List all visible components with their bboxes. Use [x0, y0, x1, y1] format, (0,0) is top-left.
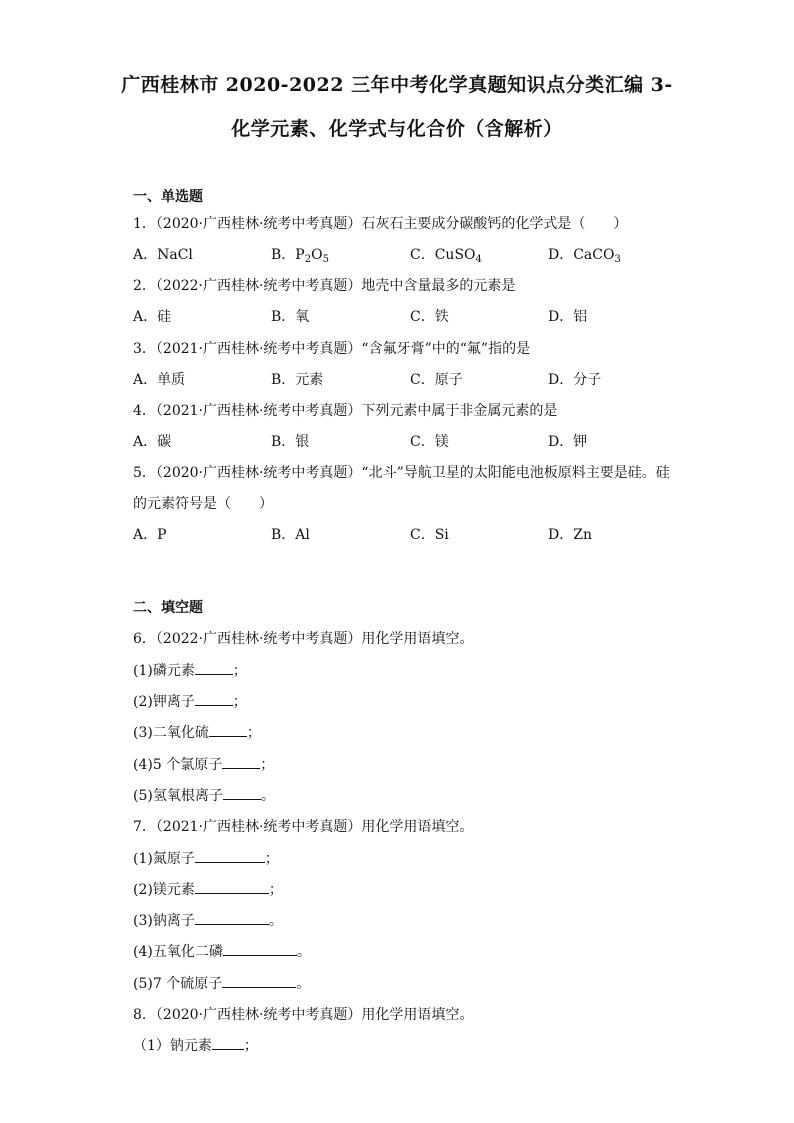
answer-blank[interactable] [195, 911, 269, 925]
answer-blank[interactable] [212, 1036, 244, 1050]
q5-option-c[interactable]: C．Si [410, 527, 449, 543]
answer-blank[interactable] [222, 755, 260, 769]
q7-item-5: (5)7 个硫原子 。 [133, 976, 311, 992]
q7-item-4: (4)五氧化二磷 。 [133, 944, 311, 960]
q7-item-2: (2)镁元素 ； [133, 882, 283, 898]
q6-item-1: (1)磷元素 ； [133, 663, 247, 679]
question-2-stem: 2．（2022·广西桂林·统考中考真题）地壳中含量最多的元素是 [133, 278, 516, 294]
answer-blank[interactable] [195, 661, 233, 675]
q4-option-d[interactable]: D．钾 [548, 434, 588, 450]
q5-option-d[interactable]: D．Zn [548, 527, 592, 543]
q1-option-a[interactable]: A．NaCl [133, 247, 193, 263]
q6-item-3: (3)二氧化硫 ； [133, 725, 261, 741]
q3-option-d[interactable]: D．分子 [548, 372, 602, 388]
q2-option-b[interactable]: B．氧 [271, 309, 310, 325]
answer-blank[interactable] [223, 786, 261, 800]
q4-option-c[interactable]: C．镁 [410, 434, 449, 450]
q6-item-4: (4)5 个氯原子 ； [133, 757, 275, 773]
section-heading-fill-in: 二、填空题 [133, 600, 203, 616]
q7-item-1: (1)氮原子 ； [133, 851, 279, 867]
q3-option-c[interactable]: C．原子 [410, 372, 463, 388]
q5-option-b[interactable]: B．Al [271, 527, 310, 543]
question-8-stem: 8．（2020·广西桂林·统考中考真题）用化学用语填空。 [133, 1007, 474, 1023]
q1-option-b[interactable]: B．$P_2O_5$ [271, 247, 329, 265]
question-5-stem-line-1: 5．（2020·广西桂林·统考中考真题）“北斗”导航卫星的太阳能电池板原料主要是硅。硅 [133, 465, 670, 481]
q1-option-d[interactable]: D．CaCO$_3$ [548, 247, 621, 265]
answer-blank[interactable] [209, 723, 247, 737]
answer-blank[interactable] [195, 880, 269, 894]
q3-option-b[interactable]: B．元素 [271, 372, 324, 388]
q8-item-1: （1）钠元素 ； [133, 1038, 258, 1054]
section-heading-single-choice: 一、单选题 [133, 189, 203, 205]
answer-blank[interactable] [195, 692, 233, 706]
q6-item-5: (5)氢氧根离子 。 [133, 788, 275, 804]
q4-option-b[interactable]: B．银 [271, 434, 310, 450]
q6-item-2: (2)钾离子 ； [133, 694, 247, 710]
answer-blank[interactable] [223, 942, 297, 956]
answer-blank[interactable] [222, 974, 296, 988]
q7-item-3: (3)钠离子 。 [133, 913, 283, 929]
q4-option-a[interactable]: A．碳 [133, 434, 172, 450]
question-6-stem: 6．（2022·广西桂林·统考中考真题）用化学用语填空。 [133, 631, 474, 647]
question-4-stem: 4．（2021·广西桂林·统考中考真题）下列元素中属于非金属元素的是 [133, 403, 558, 419]
document-title-line-1: 广西桂林市 2020-2022 三年中考化学真题知识点分类汇编 3- [121, 74, 673, 96]
q2-option-c[interactable]: C．铁 [410, 309, 449, 325]
q3-option-a[interactable]: A．单质 [133, 372, 186, 388]
q2-option-a[interactable]: A．硅 [133, 309, 172, 325]
question-1-stem: 1．（2020·广西桂林·统考中考真题）石灰石主要成分碳酸钙的化学式是（ ） [133, 216, 628, 232]
q5-option-a[interactable]: A．P [133, 527, 167, 543]
q1-option-c[interactable]: C．CuSO$_4$ [410, 247, 482, 265]
question-7-stem: 7．（2021·广西桂林·统考中考真题）用化学用语填空。 [133, 819, 474, 835]
question-3-stem: 3．（2021·广西桂林·统考中考真题）“含氟牙膏”中的“氟”指的是 [133, 341, 531, 357]
q2-option-d[interactable]: D．铝 [548, 309, 588, 325]
document-title-line-2: 化学元素、化学式与化合价（含解析） [231, 118, 563, 140]
answer-blank[interactable] [195, 849, 265, 863]
question-5-stem-line-2: 的元素符号是（ ） [133, 496, 273, 512]
